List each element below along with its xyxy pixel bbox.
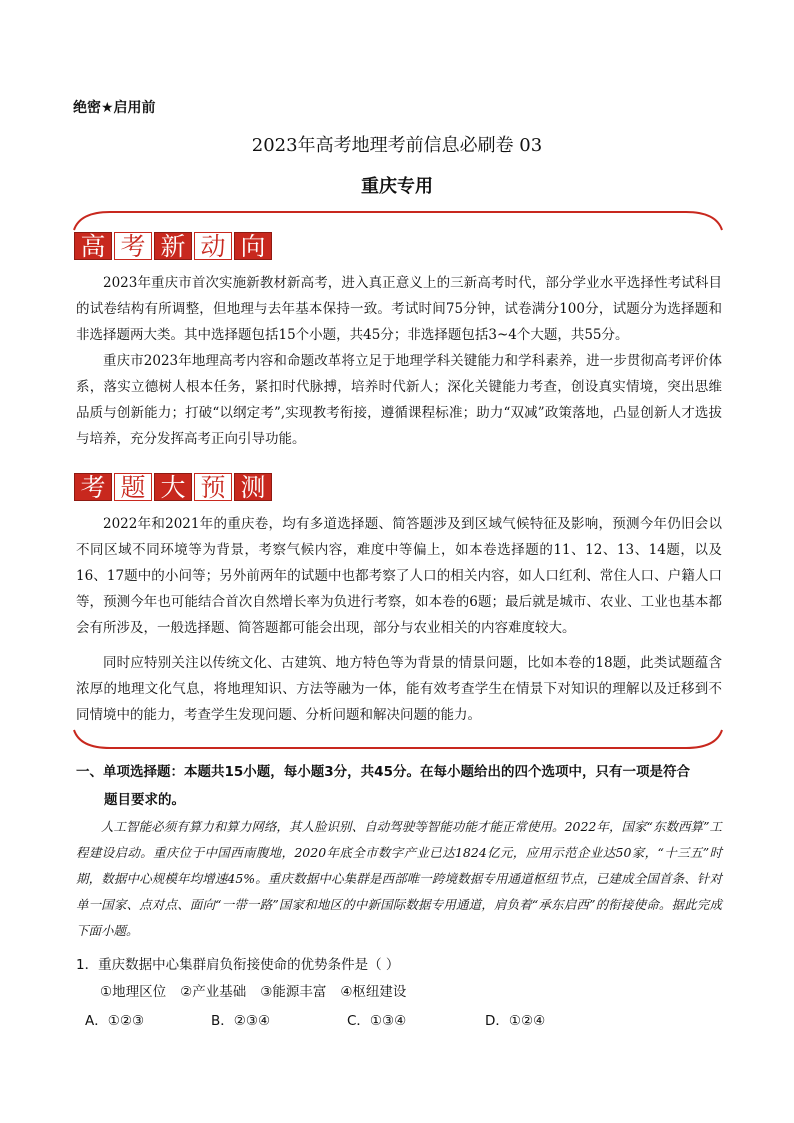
page-subtitle: 重庆专用 [361, 176, 433, 197]
part1-heading-line2: 题目要求的。 [104, 792, 185, 808]
banner-gaokao-xin-dongxiang [74, 232, 272, 260]
banner-char: 考 [74, 473, 112, 501]
section1-paragraph-2: 重庆市2023年地理高考内容和命题改革将立足于地理学科关键能力和学科素养，进一步贯彻高考评价体系，落实立德树人根本任务，紧扣时代脉搏，培养时代新人；深化关键能力考查，创设真实情境，突出思维品质与创新能力；打破“以纲定考”,实现教考衔接，遵循课程标准；助力“双减”政策落地，凸显创新人才选拔与培养，充分发挥高考正向引导功能。 [76, 353, 722, 447]
banner-char: 大 [154, 473, 192, 501]
choice-c[interactable]: C．①③④ [347, 1013, 407, 1029]
condition-item: ④枢纽建设 [340, 984, 407, 1000]
question-1-conditions [100, 980, 406, 1000]
condition-item: ③能源丰富 [260, 984, 327, 1000]
banner-char: 考 [114, 232, 152, 260]
section1-paragraph-1: 2023年重庆市首次实施新教材新高考，进入真正意义上的三新高考时代，部分学业水平选择性考试科目的试卷结构有所调整，但地理与去年基本保持一致。考试时间75分钟，试卷满分100分，试题分为选择题和非选择题两大类。其中选择题包括15个小题，共45分；非选择题包括3~4个大题，共55分。 [76, 275, 722, 343]
choice-b[interactable]: B．②③④ [211, 1013, 271, 1029]
condition-item: ②产业基础 [180, 984, 247, 1000]
banner-char: 向 [234, 232, 272, 260]
condition-item: ①地理区位 [100, 984, 167, 1000]
banner-char: 预 [194, 473, 232, 501]
section2-paragraph-1: 2022年和2021年的重庆卷，均有多道选择题、简答题涉及到区域气候特征及影响，预测今年仍旧会以不同区域不同环境等为背景，考察气候内容，难度中等偏上，如本卷选择题的11、12、13、14题，以及16、17题中的小问等；另外前两年的试题中也都考察了人口的相关内容，如人口红利、常住人口、户籍人口等，预测今年也可能结合首次自然增长率为负进行考察，如本卷的6题；最后就是城市、农业、工业也基本都会有所涉及，一般选择题、简答题都可能会出现，部分与农业相关的内容难度较大。 [76, 516, 722, 636]
bottom-decorative-arc [70, 728, 726, 752]
banner-char: 新 [154, 232, 192, 260]
confidential-label: 绝密★启用前 [73, 100, 156, 116]
banner-char: 动 [194, 232, 232, 260]
banner-kaoti-da-yuce [74, 473, 272, 501]
part1-heading-line1: 一、单项选择题：本题共15小题，每小题3分，共45分。在每小题给出的四个选项中，只有一项是符合 [76, 764, 690, 780]
banner-char: 测 [234, 473, 272, 501]
question-1-stem: 1．重庆数据中心集群肩负衔接使命的优势条件是（ ） [76, 957, 400, 973]
choice-d[interactable]: D．①②④ [485, 1013, 546, 1029]
section2-paragraph-2: 同时应特别关注以传统文化、古建筑、地方特色等为背景的情景问题，比如本卷的18题，此类试题蕴含浓厚的地理文化气息，将地理知识、方法等融为一体，能有效考查学生在情景下对知识的理解以及迁移到不同情境中的能力，考查学生发现问题、分析问题和解决问题的能力。 [76, 655, 722, 723]
banner-char: 题 [114, 473, 152, 501]
choice-a[interactable]: A．①②③ [85, 1013, 145, 1029]
part1-heading [76, 758, 722, 814]
banner-char: 高 [74, 232, 112, 260]
top-decorative-arc [70, 208, 726, 232]
question-material: 人工智能必须有算力和算力网络，其人脸识别、自动驾驶等智能功能才能正常使用。2022年，国家“东数西算”工程建设启动。重庆位于中国西南腹地，2020年底全市数字产业已达1824亿元，应用示范企业达50家，“十三五”时期，数据中心规模年均增速45%。重庆数据中心集群是西部唯一跨境数据专用通道枢纽节点，已建成全国首条、针对单一国家、点对点、面向“一带一路”国家和地区的中新国际数据专用通道，肩负着“承东启西”的衔接使命。据此完成下面小题。 [76, 819, 722, 938]
page-title: 2023年高考地理考前信息必刷卷 03 [251, 135, 543, 156]
